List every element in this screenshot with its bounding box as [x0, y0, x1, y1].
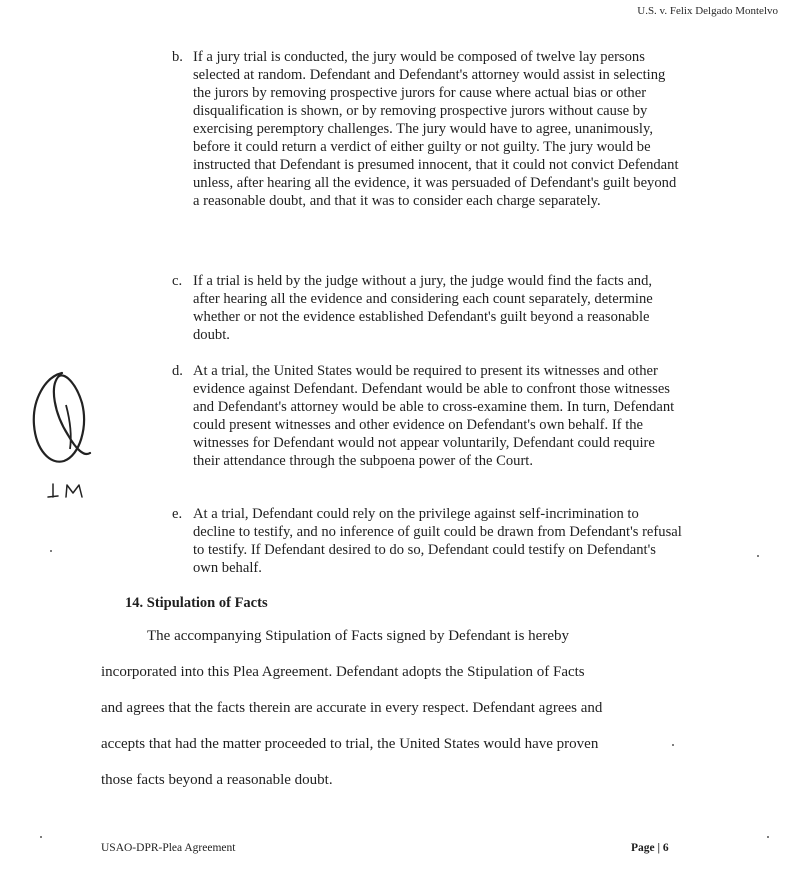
- body-line: accepts that had the matter proceeded to trial, the United States would have proven: [101, 736, 599, 752]
- list-marker: c.: [172, 273, 183, 289]
- body-line: and agrees that the facts therein are accurate in every respect. Defendant agrees and: [101, 700, 603, 716]
- list-marker: d.: [172, 363, 183, 379]
- scan-speck: [767, 836, 769, 838]
- list-item-d: [172, 362, 682, 470]
- body-line: The accompanying Stipulation of Facts signed by Defendant is hereby: [147, 628, 569, 644]
- scan-speck: [50, 550, 52, 552]
- body-line: those facts beyond a reasonable doubt.: [101, 772, 333, 788]
- list-item-text: If a trial is held by the judge without a jury, the judge would find the facts and, after hearing all the evidence and considering each count separately, determine whether or not the evidence established Defendant's guilt beyond a reasonable doubt.: [193, 273, 653, 343]
- list-item-text: At a trial, Defendant could rely on the privilege against self-incrimination to decline to testify, and no inference of guilt could be drawn from Defendant's refusal to testify. If Defendant desired to do so, Defendant could testify on Defendant's own behalf.: [193, 506, 682, 576]
- scan-speck: [757, 555, 759, 557]
- section-heading: 14. Stipulation of Facts: [125, 595, 268, 611]
- body-line: incorporated into this Plea Agreement. Defendant adopts the Stipulation of Facts: [101, 664, 585, 680]
- list-item-text: At a trial, the United States would be required to present its witnesses and other evidence against Defendant. Defendant would be able to confront those witnesses and Defendant's attorney would be able to cross-examine them. In turn, Defendant could present witnesses and other evidence on Defendant's own behalf. If the witnesses for Defendant would not appear voluntarily, Defendant could require their attendance through the subpoena power of the Court.: [193, 363, 675, 469]
- list-item-e: [172, 505, 682, 577]
- list-item-b: [172, 48, 682, 210]
- list-marker: b.: [172, 49, 183, 65]
- scan-speck: [40, 836, 42, 838]
- handwritten-initials: [20, 365, 110, 515]
- list-marker: e.: [172, 506, 183, 522]
- case-caption: U.S. v. Felix Delgado Montelvo: [637, 5, 778, 17]
- footer-page-number: Page | 6: [631, 842, 669, 854]
- scan-speck: [672, 744, 674, 746]
- list-item-text: If a jury trial is conducted, the jury would be composed of twelve lay persons selected at random. Defendant and Defendant's attorney would assist in selecting the jurors by removing prospective jurors for cause where actual bias or other disqualification is shown, or by removing prospective jurors without cause by exercising peremptory challenges. The jury would have to agree, unanimously, before it could return a verdict of either guilty or not guilty. The jury would be instructed that Defendant is presumed innocent, that it could not convict Defendant unless, after hearing all the evidence, it was persuaded of Defendant's guilt beyond a reasonable doubt, and that it was to consider each charge separately.: [193, 49, 679, 209]
- list-item-c: [172, 272, 682, 344]
- footer-doc-name: USAO-DPR-Plea Agreement: [101, 842, 236, 854]
